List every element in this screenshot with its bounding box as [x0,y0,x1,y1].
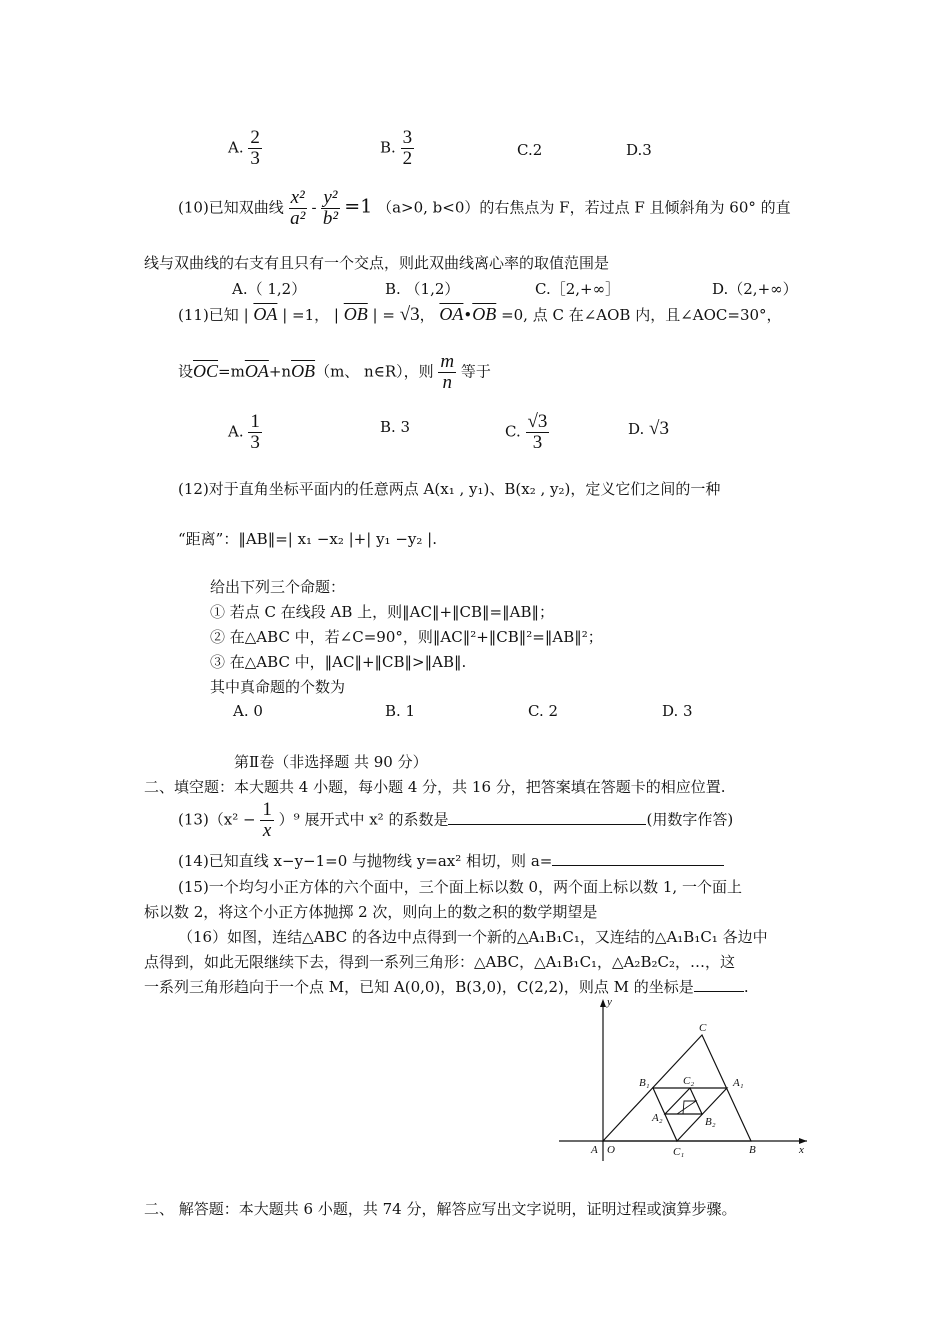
q11-option-a: A. $\frac{1}{3}$ [228,411,260,453]
q16-line3: 一系列三角形趋向于一个点 M，已知 A(0,0)，B(3,0)，C(2,2)，则点 M 的坐标是 . [144,978,749,996]
triangle-inner [677,1101,696,1114]
answer-section-header: 二、 解答题：本大题共 6 小题，共 74 分，解答应写出文字说明，证明过程或演算步骤。 [144,1200,737,1218]
q12-line1: (12)对于直角坐标平面内的任意两点 A(x₁ , y₁)、B(x₂ , y₂)，定义它们之间的一种 [178,480,721,498]
label-a1: A₁ [733,1077,744,1089]
q15-line1: (15)一个均匀小正方体的六个面中，三个面上标以数 0，两个面上标以数 1, 一个面上 [178,878,742,896]
q11-option-b: B. 3 [380,418,411,436]
q16-line1: （16）如图，连结△ABC 的各边中点得到一个新的△A₁B₁C₁，又连结的△A₁B₁C₁ 各边中 [178,928,768,946]
q12-line2: “距离”：‖AB‖=| x₁ −x₂ |+| y₁ −y₂ |. [178,530,437,548]
q12-option-d: D. 3 [662,702,693,720]
q10-line1: (10)已知双曲线 $\frac{\text{x²}}{\text{a²}}$ - $\frac{\text{y²}}{\text{b²}}$ =1 （a>0, b<0）的右焦点为 F，若过点 F 且倾斜角为 60° 的直 [178,187,791,229]
label-x: x [799,1144,804,1156]
q11-frac-mn: $\frac{m}{n}$ [440,351,455,393]
q10-line2: 线与双曲线的右支有且只有一个交点，则此双曲线离心率的取值范围是 [144,254,610,272]
q15-line2: 标以数 2，将这个小正方体抛掷 2 次，则向上的数之积的数学期望是 [144,903,598,921]
q9-option-c: C.2 [517,141,543,159]
label-c1: C₁ [673,1146,685,1158]
q16-line2: 点得到，如此无限继续下去，得到一系列三角形：△ABC，△A₁B₁C₁，△A₂B₂C₂，…，这 [144,953,735,971]
label-c2: C₂ [683,1075,695,1087]
q14-answer-blank[interactable] [552,851,724,866]
q12-option-a: A. 0 [233,702,263,720]
q10-option-a: A.（ 1,2） [232,280,307,298]
label-c: C [699,1022,707,1034]
q11-option-d: D. √3 [628,418,669,439]
q9-b-fraction: $\frac{3}{2}$ [402,127,413,169]
label-a2: A₂ [652,1112,663,1124]
label-b1: B₁ [639,1077,650,1089]
q9-option-b: B. $\frac{3}{2}$ [380,127,413,169]
fill-in-header: 二、填空题：本大题共 4 小题，每小题 4 分，共 16 分，把答案填在答题卡的相应位置. [144,778,726,796]
triangle-figure [555,995,815,1165]
label-y: y [607,996,612,1008]
q9-option-a: A. $\frac{2}{3}$ [228,127,260,169]
q12-option-c: C. 2 [528,702,559,720]
q12-proposition-1: ① 若点 C 在线段 AB 上，则‖AC‖+‖CB‖=‖AB‖； [210,603,554,621]
q9-a-fraction: $\frac{2}{3}$ [250,127,260,169]
q12-proposition-3: ③ 在△ABC 中，‖AC‖+‖CB‖>‖AB‖. [210,653,467,671]
q11-line2: 设$\overline{OC}=m\overline{OA}+n\overline{OB}(m$、 n∈R），则 $\frac{m}{n}$ 等于 [178,351,491,393]
q9-option-d: D.3 [626,141,652,159]
label-a: A [591,1144,598,1156]
q11-option-c: C. $\frac{√3}{3}$ [505,411,548,453]
q14-line: (14)已知直线 x−y−1=0 与抛物线 y=ax² 相切，则 a= [178,850,724,871]
q16-answer-blank[interactable] [694,977,744,992]
q13-line: (13)（x² − $\frac{1}{x}$ ）⁹ 展开式中 x² 的系数是 (用数字作答) [178,799,734,841]
q12-ask: 其中真命题的个数为 [210,678,346,696]
q11-line1: (11)已知 | $\overline{OA}$ | =1， | $\overline{OB}$ | = √3， $\overline{OA}•\overline{OB} =0$, 点 C 在∠AOB 内，且∠AOC=30°， [178,304,782,325]
y-axis-arrow [600,999,606,1007]
q12-option-b: B. 1 [385,702,416,720]
q10-option-c: C.［2,+∞］ [535,280,621,298]
label-b: B [749,1144,756,1156]
q10-option-d: D.（2,+∞） [712,280,798,298]
q13-answer-blank[interactable] [448,810,646,825]
q12-intro: 给出下列三个命题： [210,578,346,596]
q10-option-b: B. （1,2） [385,280,460,298]
q10-frac-y: $\frac{\text{y²}}{\text{b²}}$ [322,187,339,229]
part2-title: 第Ⅱ卷（非选择题 共 90 分） [234,753,428,771]
q12-proposition-2: ② 在△ABC 中，若∠C=90°，则‖AC‖²+‖CB‖²=‖AB‖²； [210,628,603,646]
label-o: O [607,1144,615,1156]
q10-frac-x: $\frac{\text{x²}}{\text{a²}}$ [290,187,306,229]
label-b2: B₂ [705,1116,716,1128]
